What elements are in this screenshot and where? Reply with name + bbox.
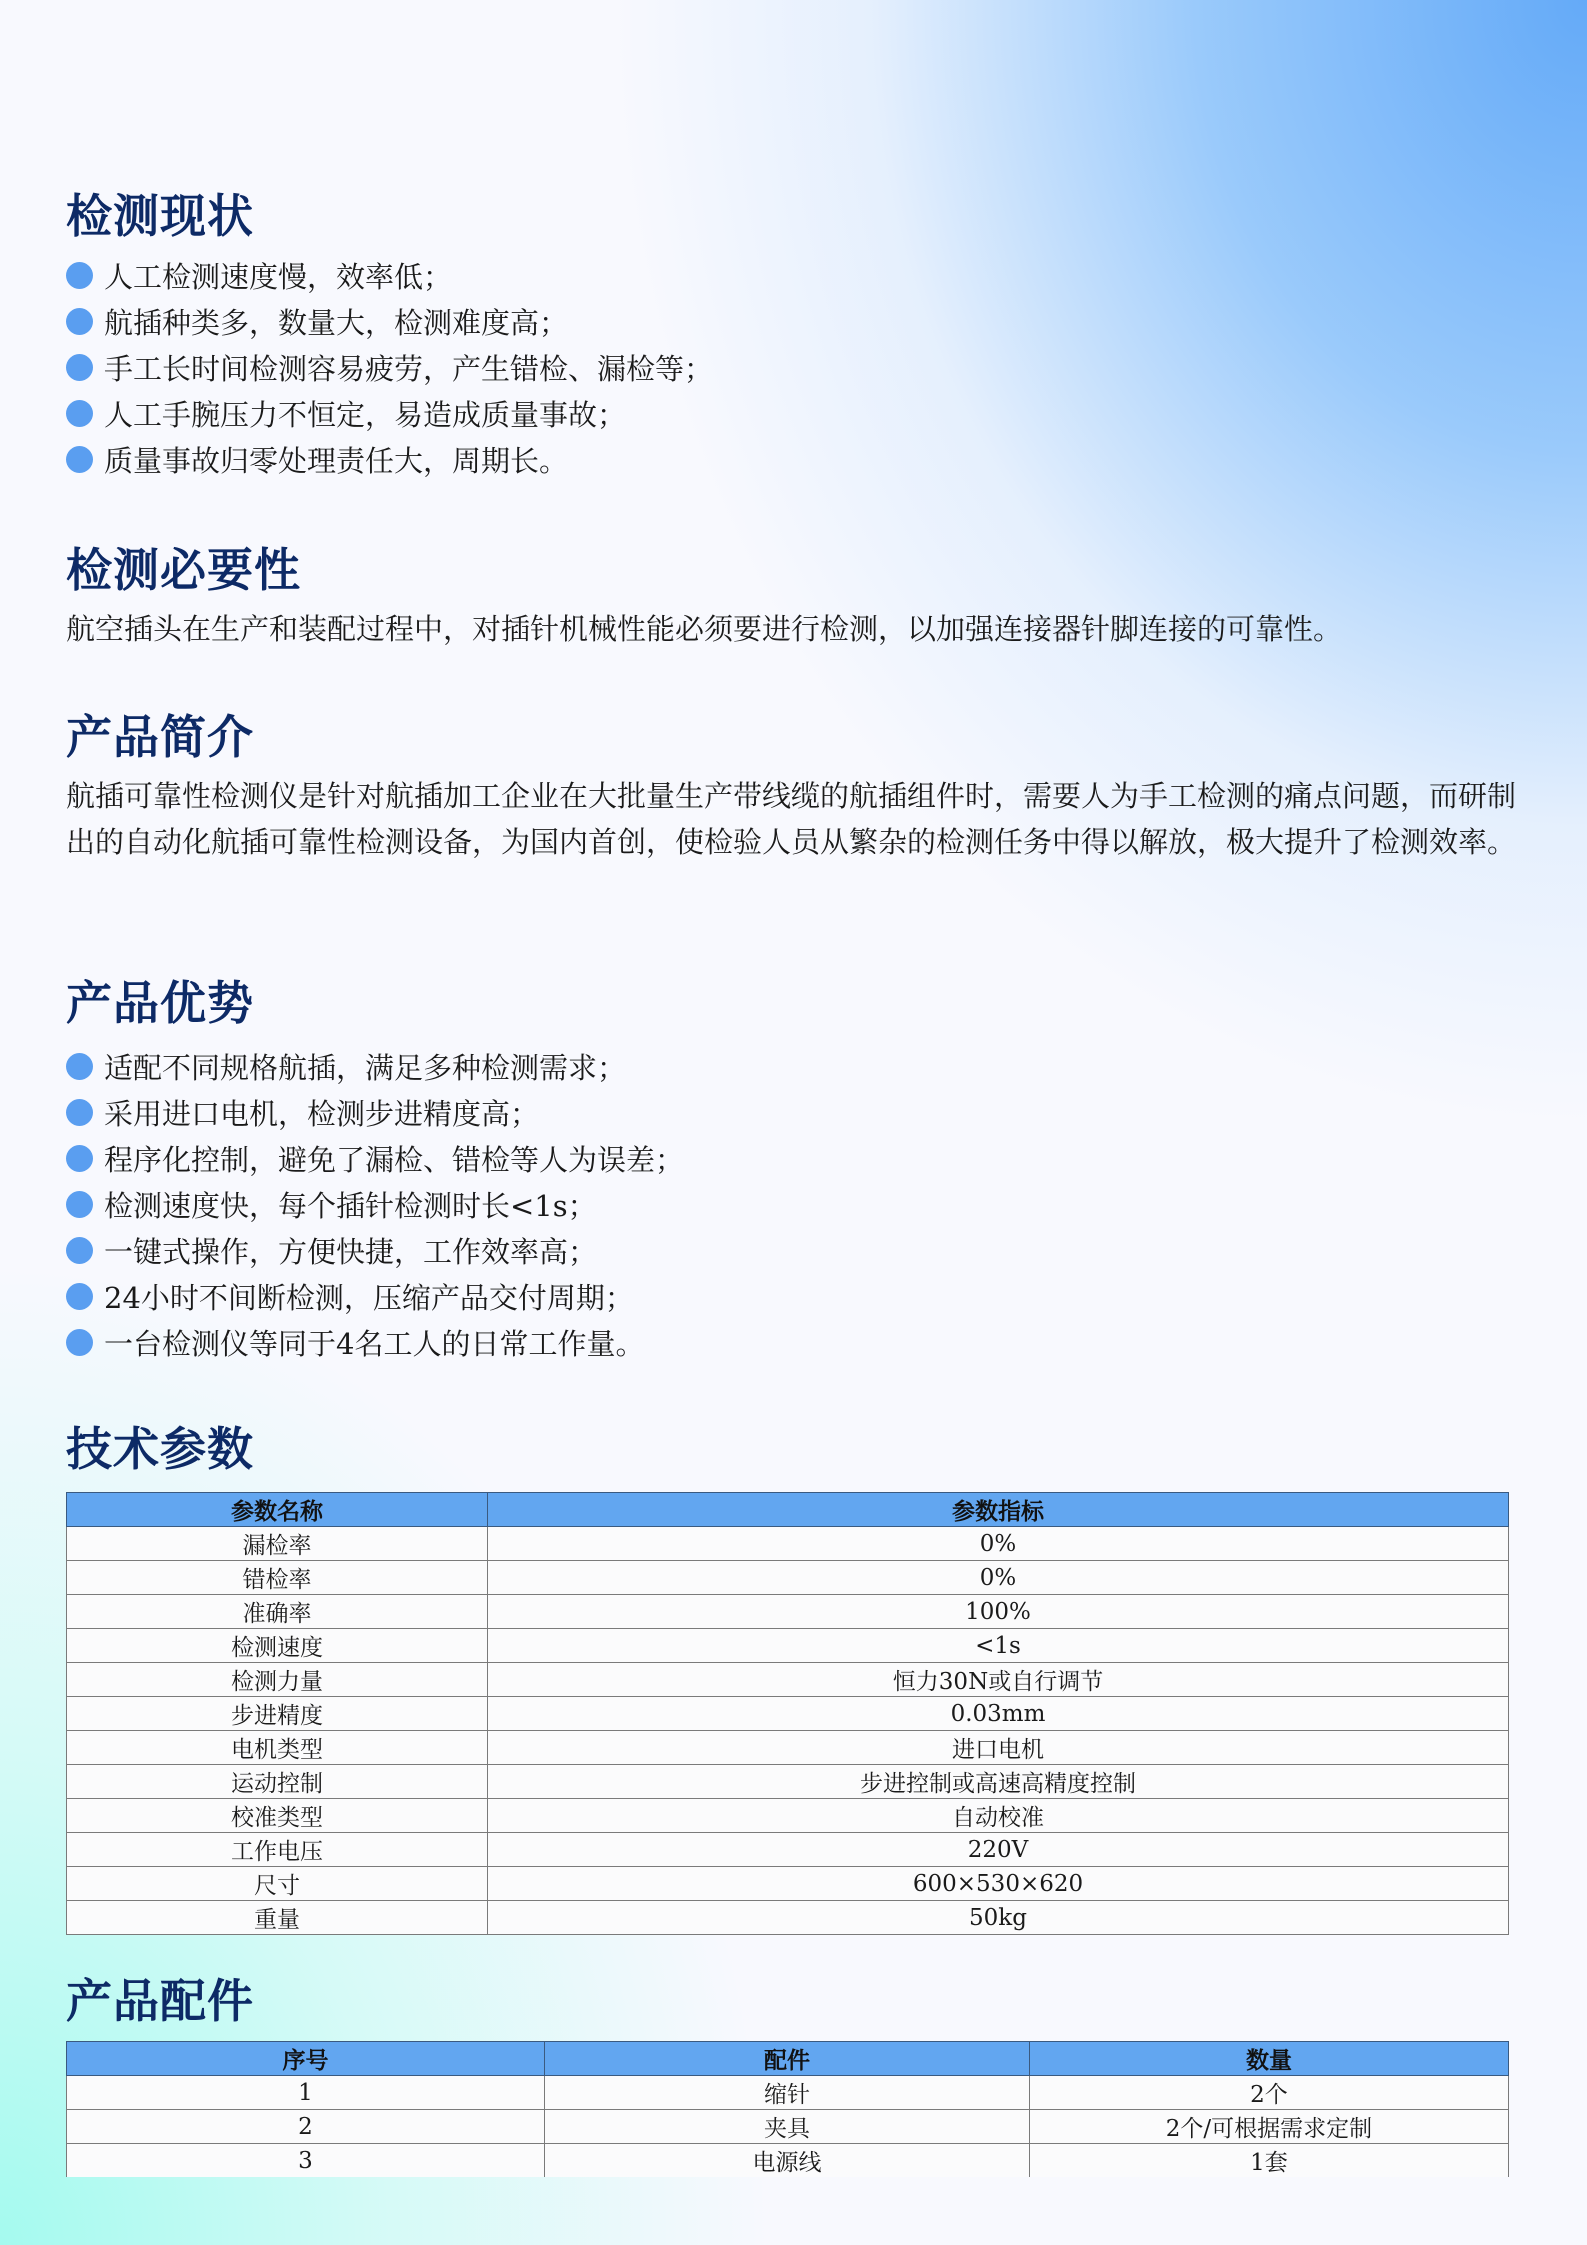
table-row xyxy=(67,1527,1509,1561)
list-item xyxy=(66,252,713,298)
param-name: 重量 xyxy=(67,1901,488,1935)
table-row xyxy=(67,2076,1509,2110)
column-header: 序号 xyxy=(67,2042,545,2076)
list-item-text: 采用进口电机，检测步进精度高； xyxy=(104,1096,540,1131)
param-value: 进口电机 xyxy=(488,1731,1509,1765)
list-item xyxy=(66,344,713,390)
param-name: 工作电压 xyxy=(67,1833,488,1867)
list-item xyxy=(66,298,713,344)
bullet-dot-icon xyxy=(66,262,93,289)
list-item-text: 适配不同规格航插，满足多种检测需求； xyxy=(104,1050,627,1085)
param-name: 检测力量 xyxy=(67,1663,488,1697)
table-row xyxy=(67,2144,1509,2178)
param-value: 0% xyxy=(488,1561,1509,1595)
param-value: 步进控制或高速高精度控制 xyxy=(488,1765,1509,1799)
bullet-dot-icon xyxy=(66,1329,93,1356)
item-name: 电源线 xyxy=(545,2144,1030,2178)
bullet-dot-icon xyxy=(66,354,93,381)
param-name: 错检率 xyxy=(67,1561,488,1595)
param-value: <1s xyxy=(488,1629,1509,1663)
table-row xyxy=(67,1663,1509,1697)
item-name: 夹具 xyxy=(545,2110,1030,2144)
param-value: 自动校准 xyxy=(488,1799,1509,1833)
param-value: 600×530×620 xyxy=(488,1867,1509,1901)
column-header: 参数名称 xyxy=(67,1493,488,1527)
status-list xyxy=(66,252,713,482)
bullet-dot-icon xyxy=(66,1237,93,1264)
param-name: 检测速度 xyxy=(67,1629,488,1663)
accessories-table xyxy=(66,2041,1509,2177)
list-item-text: 质量事故归零处理责任大，周期长。 xyxy=(104,443,569,478)
table-row xyxy=(67,2110,1509,2144)
section-title-advantages: 产品优势 xyxy=(66,976,254,1030)
param-value: 50kg xyxy=(488,1901,1509,1935)
list-item-text: 程序化控制，避免了漏检、错检等人为误差； xyxy=(104,1142,685,1177)
column-header: 配件 xyxy=(545,2042,1030,2076)
param-name: 尺寸 xyxy=(67,1867,488,1901)
param-name: 校准类型 xyxy=(67,1799,488,1833)
section-title-necessity: 检测必要性 xyxy=(66,543,301,597)
bullet-dot-icon xyxy=(66,1053,93,1080)
bullet-dot-icon xyxy=(66,1145,93,1172)
param-name: 漏检率 xyxy=(67,1527,488,1561)
list-item-text: 一台检测仪等同于4名工人的日常工作量。 xyxy=(104,1326,645,1361)
param-value: 100% xyxy=(488,1595,1509,1629)
list-item-text: 人工手腕压力不恒定，易造成质量事故； xyxy=(104,397,627,432)
param-name: 步进精度 xyxy=(67,1697,488,1731)
section-title-specs: 技术参数 xyxy=(66,1422,254,1476)
bullet-dot-icon xyxy=(66,1283,93,1310)
bullet-dot-icon xyxy=(66,446,93,473)
list-item-text: 航插种类多，数量大，检测难度高； xyxy=(104,305,569,340)
param-value: 220V xyxy=(488,1833,1509,1867)
item-index: 2 xyxy=(67,2110,545,2144)
param-name: 电机类型 xyxy=(67,1731,488,1765)
table-row xyxy=(67,1799,1509,1833)
section-title-accessories: 产品配件 xyxy=(66,1974,254,2028)
bullet-dot-icon xyxy=(66,400,93,427)
section-title-status: 检测现状 xyxy=(66,189,254,243)
table-row xyxy=(67,1561,1509,1595)
specs-table xyxy=(66,1492,1509,1935)
list-item xyxy=(66,1273,684,1319)
list-item-text: 24小时不间断检测，压缩产品交付周期； xyxy=(104,1280,634,1315)
table-header-row xyxy=(67,1493,1509,1527)
necessity-text: 航空插头在生产和装配过程中，对插针机械性能必须要进行检测，以加强连接器针脚连接的可靠性。 xyxy=(66,612,1343,646)
item-name: 缩针 xyxy=(545,2076,1030,2110)
list-item-text: 人工检测速度慢，效率低； xyxy=(104,259,453,294)
list-item xyxy=(66,436,713,482)
table-header-row xyxy=(67,2042,1509,2076)
advantages-list xyxy=(66,1043,684,1365)
table-row xyxy=(67,1833,1509,1867)
list-item xyxy=(66,1135,684,1181)
bullet-dot-icon xyxy=(66,308,93,335)
table-row xyxy=(67,1867,1509,1901)
bullet-dot-icon xyxy=(66,1191,93,1218)
list-item xyxy=(66,1043,684,1089)
table-row xyxy=(67,1697,1509,1731)
item-quantity: 2个 xyxy=(1030,2076,1509,2110)
column-header: 参数指标 xyxy=(488,1493,1509,1527)
item-index: 3 xyxy=(67,2144,545,2178)
table-row xyxy=(67,1629,1509,1663)
param-value: 0.03mm xyxy=(488,1697,1509,1731)
intro-text: 航插可靠性检测仪是针对航插加工企业在大批量生产带线缆的航插组件时，需要人为手工检测的痛点问题，而研制出的自动化航插可靠性检测设备，为国内首创，使检验人员从繁杂的检测任务中得以解放，极大提升了检测效率。 xyxy=(66,779,1517,859)
table-row xyxy=(67,1901,1509,1935)
param-value: 0% xyxy=(488,1527,1509,1561)
table-row xyxy=(67,1765,1509,1799)
table-row xyxy=(67,1595,1509,1629)
item-quantity: 1套 xyxy=(1030,2144,1509,2178)
item-quantity: 2个/可根据需求定制 xyxy=(1030,2110,1509,2144)
list-item-text: 手工长时间检测容易疲劳，产生错检、漏检等； xyxy=(104,351,714,386)
list-item-text: 一键式操作，方便快捷，工作效率高； xyxy=(104,1234,598,1269)
item-index: 1 xyxy=(67,2076,545,2110)
list-item xyxy=(66,390,713,436)
list-item xyxy=(66,1319,684,1365)
param-name: 准确率 xyxy=(67,1595,488,1629)
list-item xyxy=(66,1227,684,1273)
bullet-dot-icon xyxy=(66,1099,93,1126)
param-value: 恒力30N或自行调节 xyxy=(488,1663,1509,1697)
table-row xyxy=(67,1731,1509,1765)
list-item xyxy=(66,1181,684,1227)
list-item-text: 检测速度快，每个插针检测时长<1s； xyxy=(104,1188,597,1223)
list-item xyxy=(66,1089,684,1135)
column-header: 数量 xyxy=(1030,2042,1509,2076)
section-title-intro: 产品简介 xyxy=(66,710,254,764)
param-name: 运动控制 xyxy=(67,1765,488,1799)
